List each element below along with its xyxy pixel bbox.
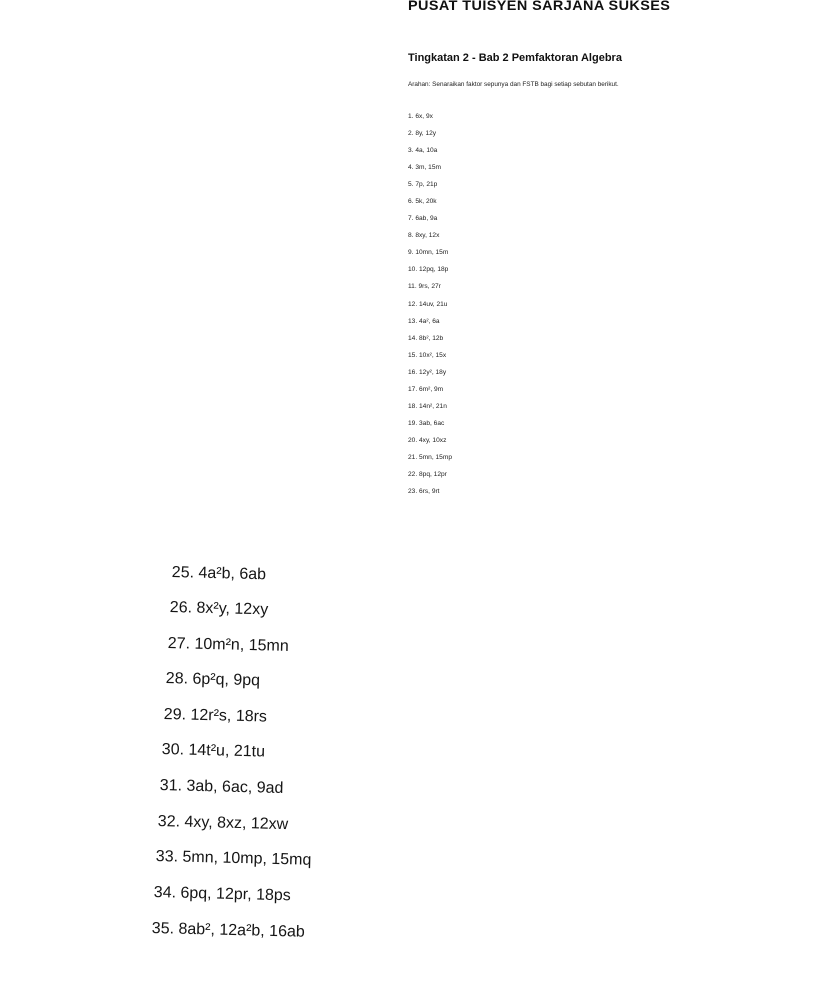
question-item: 17. 6m², 9m [408,385,444,393]
question-item: 25. 4a²b, 6ab [171,564,267,584]
question-item: 29. 12r²s, 18rs [163,706,268,726]
question-item: 5. 7p, 21p [408,181,438,189]
question-item: 1. 6x, 9x [408,113,433,120]
question-item: 4. 3m, 15m [408,164,441,172]
question-item: 28. 6p²q, 9pq [165,670,261,690]
question-item: 13. 4a², 6a [408,317,440,325]
question-item: 31. 3ab, 6ac, 9ad [159,777,284,798]
instruction-text: Arahan: Senaraikan faktor sepunya dan FSTB bagi setiap sebutan berikut. [408,81,619,88]
question-item: 21. 5mn, 15mp [408,453,452,461]
question-item: 33. 5mn, 10mp, 15mq [155,848,312,869]
question-item: 8. 8xy, 12x [408,232,440,240]
question-item: 6. 5k, 20k [408,198,437,206]
question-item: 30. 14t²u, 21tu [161,741,266,761]
question-item: 23. 6rs, 9rt [408,488,440,496]
question-item: 22. 8pq, 12pr [408,470,447,478]
question-item: 18. 14n², 21n [408,402,447,410]
question-item: 9. 10mn, 15m [408,249,449,257]
chapter-title: Tingkatan 2 - Bab 2 Pemfaktoran Algebra [408,52,622,64]
question-item: 7. 6ab, 9a [408,215,438,223]
question-item: 12. 14uv, 21u [408,300,448,308]
question-item: 11. 9rs, 27r [408,283,441,291]
tuition-centre-title: PUSAT TUISYEN SARJANA SUKSES [408,0,671,13]
question-item: 32. 4xy, 8xz, 12xw [157,813,289,834]
question-item: 26. 8x²y, 12xy [169,599,269,619]
question-item: 15. 10x², 15x [408,351,447,359]
question-item: 16. 12y², 18y [408,368,447,376]
question-item: 27. 10m²n, 15mn [167,635,289,655]
question-item: 14. 8b², 12b [408,334,444,342]
question-item: 3. 4a, 10a [408,147,438,155]
question-item: 35. 8ab², 12a²b, 16ab [151,920,305,941]
question-item: 20. 4xy, 10xz [408,436,447,444]
question-item: 34. 6pq, 12pr, 18ps [153,884,291,905]
question-item: 10. 12pq, 18p [408,266,449,274]
question-item: 2. 8y, 12y [408,130,437,138]
question-item: 19. 3ab, 6ac [408,419,445,427]
